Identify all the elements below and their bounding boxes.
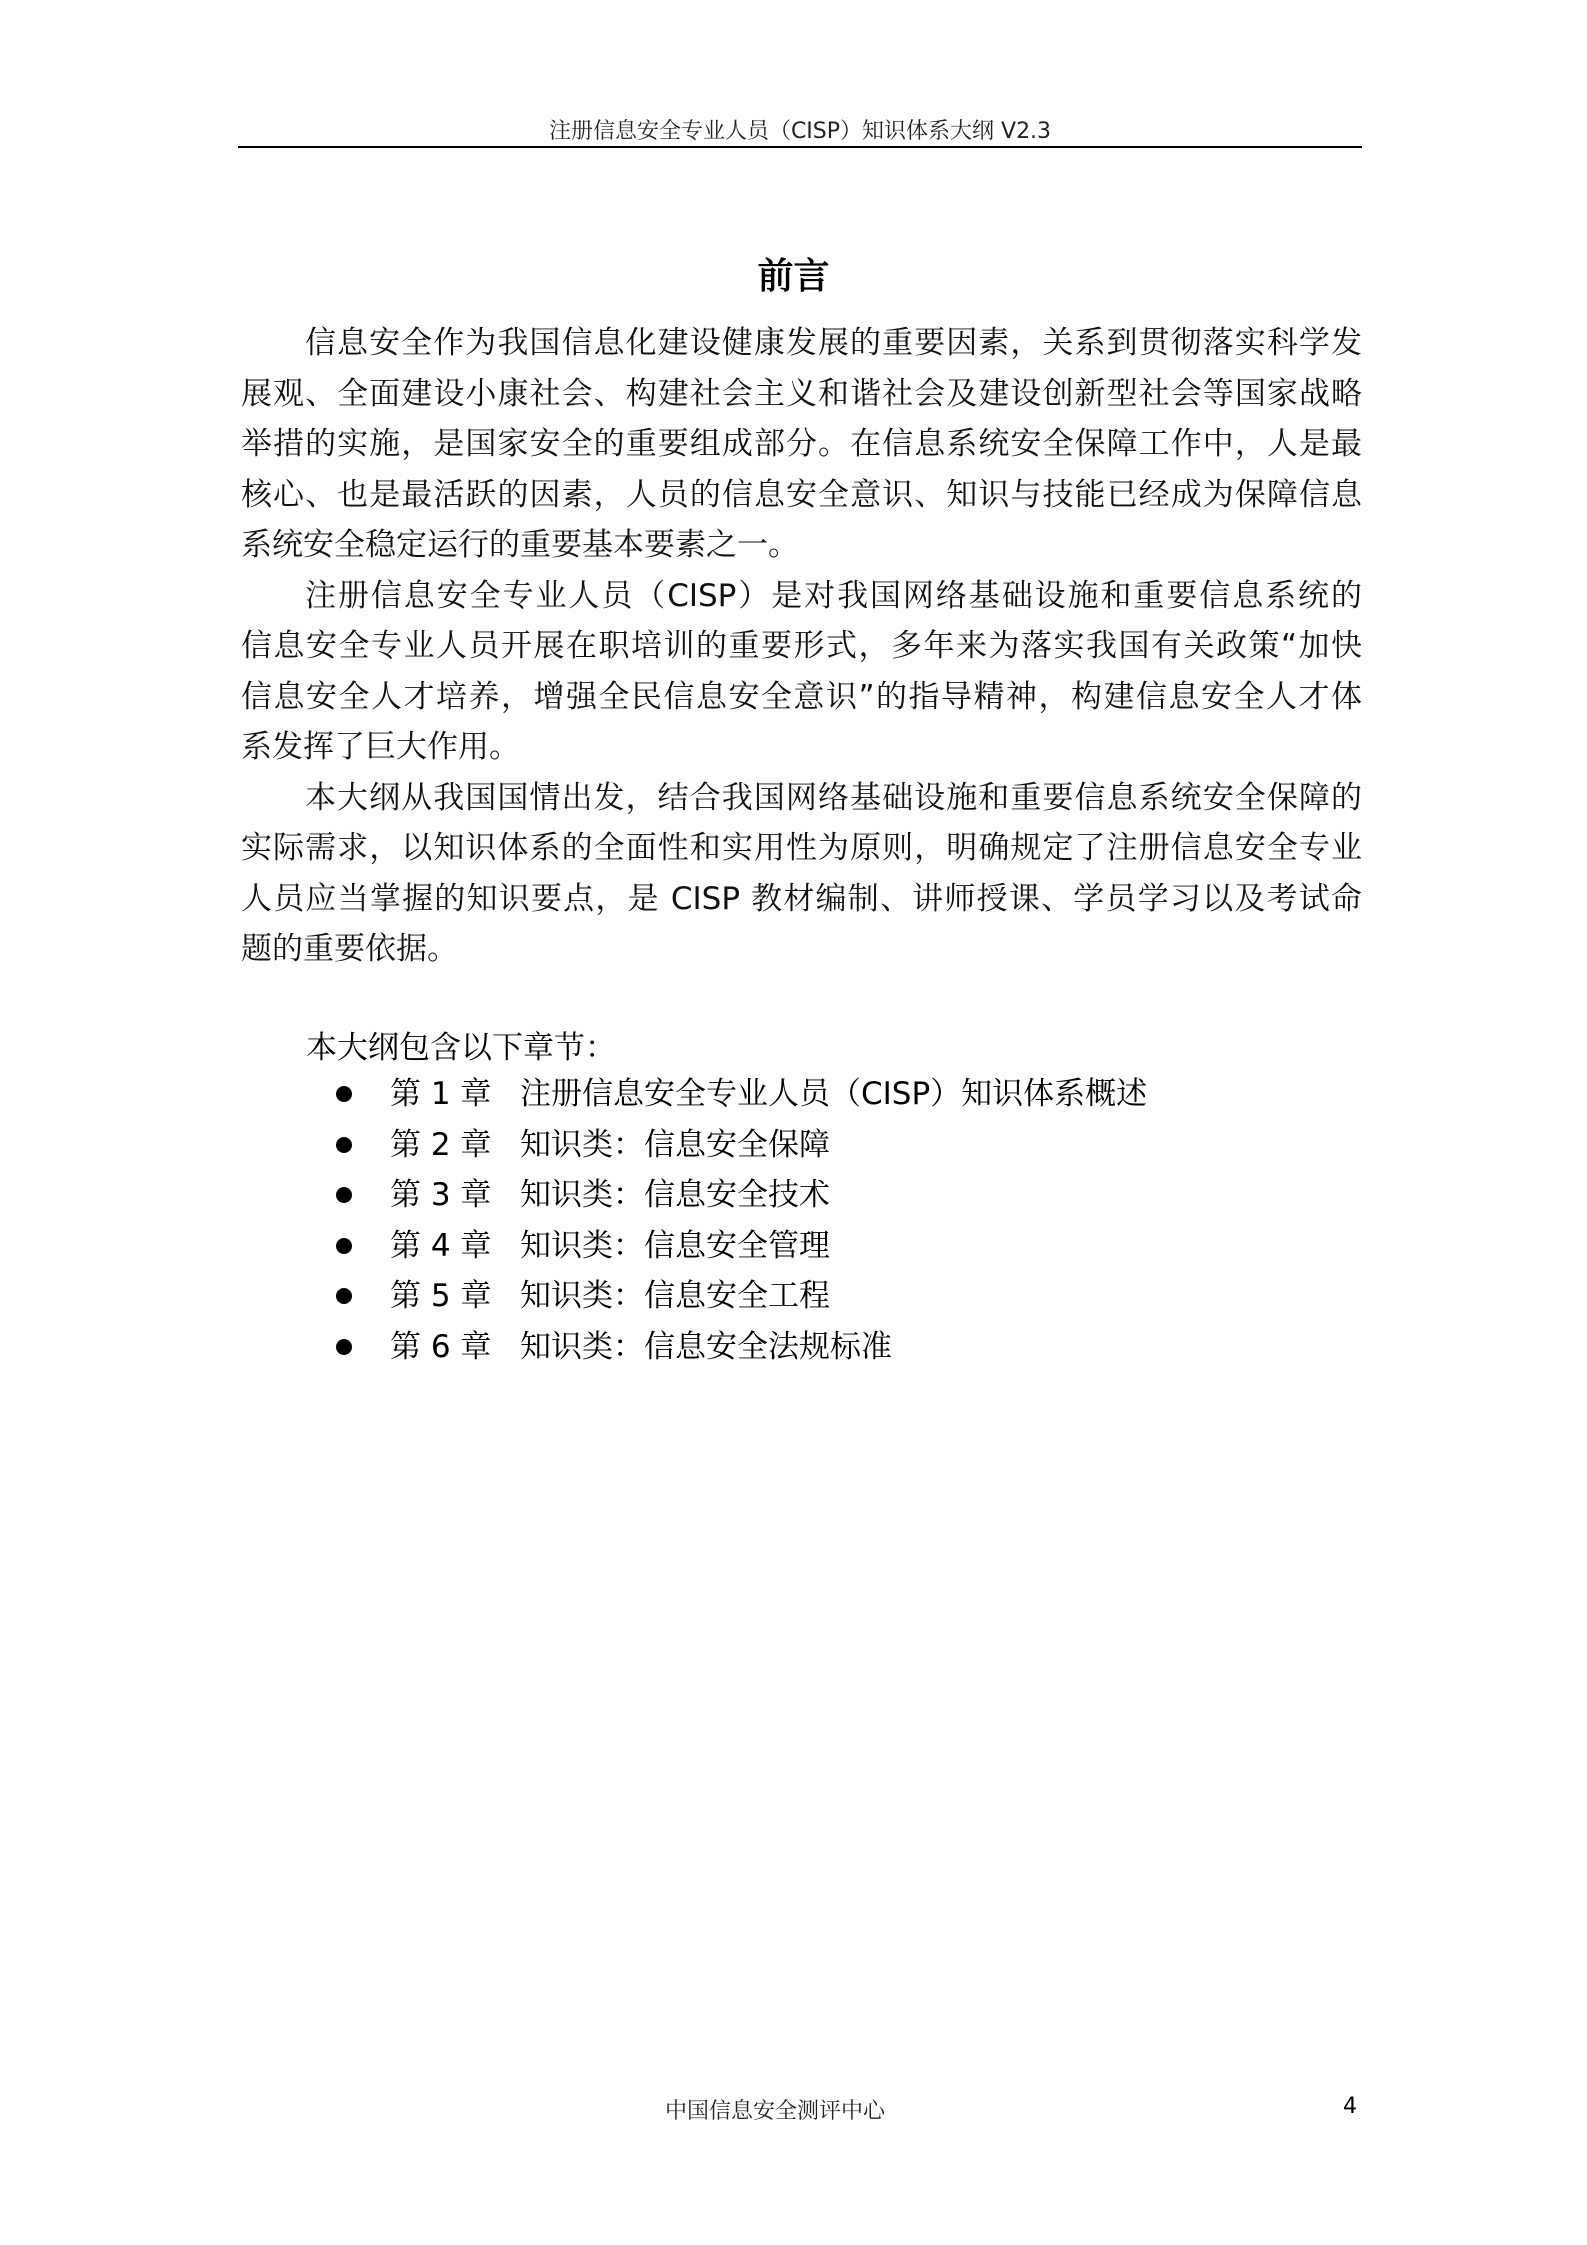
bullet-icon: [336, 1187, 352, 1203]
chapter-title: 知识类：信息安全管理: [520, 1227, 830, 1264]
text-line: 人员应当掌握的知识要点，是 CISP 教材编制、讲师授课、学员学习以及考试命: [241, 880, 1362, 917]
chapter-title: 注册信息安全专业人员（CISP）知识体系概述: [520, 1076, 1148, 1112]
page-header: 注册信息安全专业人员（CISP）知识体系大纲 V2.3: [548, 119, 1052, 144]
chapter-item: [336, 1069, 1147, 1120]
chapter-item: [336, 1322, 1147, 1373]
chapter-title: 知识类：信息安全工程: [520, 1278, 830, 1314]
chapter-title: 知识类：信息安全技术: [520, 1177, 830, 1213]
chapter-number: 第 3 章: [390, 1177, 492, 1213]
page-number: 4: [1343, 2094, 1357, 2119]
text-line: 本大纲从我国国情出发，结合我国网络基础设施和重要信息系统安全保障的: [305, 779, 1362, 816]
chapter-number: 第 2 章: [390, 1126, 492, 1163]
text-line: 信息安全人才培养，增强全民信息安全意识”的指导精神，构建信息安全人才体: [241, 678, 1362, 715]
text-line: 展观、全面建设小康社会、构建社会主义和谐社会及建设创新型社会等国家战略: [241, 375, 1362, 412]
paragraph: [241, 318, 1362, 571]
chapter-item: [336, 1221, 1147, 1272]
page-title: 前言: [757, 256, 830, 297]
chapter-item: [336, 1170, 1147, 1221]
preface-body: [241, 318, 1362, 975]
bullet-icon: [336, 1238, 352, 1254]
text-line: 核心、也是最活跃的因素，人员的信息安全意识、知识与技能已经成为保障信息: [241, 476, 1362, 513]
bullet-icon: [336, 1339, 352, 1355]
chapter-title: 知识类：信息安全法规标准: [520, 1328, 892, 1365]
chapter-number: 第 4 章: [390, 1227, 492, 1264]
footer-org: 中国信息安全测评中心: [664, 2099, 885, 2124]
paragraph: [241, 773, 1362, 975]
toc-intro: 本大纲包含以下章节：: [306, 1030, 616, 1066]
text-line: 实际需求，以知识体系的全面性和实用性为原则，明确规定了注册信息安全专业: [241, 830, 1362, 866]
text-line: 系发挥了巨大作用。: [241, 729, 520, 765]
bullet-icon: [336, 1137, 352, 1153]
text-line: 信息安全专业人员开展在职培训的重要形式，多年来为落实我国有关政策“加快: [241, 628, 1362, 664]
chapter-number: 第 6 章: [390, 1328, 492, 1365]
bullet-icon: [336, 1086, 352, 1102]
header-divider: [238, 146, 1362, 148]
text-line: 举措的实施，是国家安全的重要组成部分。在信息系统安全保障工作中，人是最: [241, 426, 1362, 462]
chapter-number: 第 1 章: [390, 1076, 492, 1112]
paragraph: [241, 571, 1362, 773]
text-line: 题的重要依据。: [241, 931, 458, 967]
chapter-list: [336, 1069, 1147, 1372]
bullet-icon: [336, 1288, 352, 1304]
chapter-item: [336, 1271, 1147, 1322]
text-line: 注册信息安全专业人员（CISP）是对我国网络基础设施和重要信息系统的: [305, 577, 1362, 614]
chapter-number: 第 5 章: [390, 1278, 492, 1314]
text-line: 系统安全稳定运行的重要基本要素之一。: [241, 527, 799, 563]
chapter-item: [336, 1120, 1147, 1171]
chapter-title: 知识类：信息安全保障: [520, 1126, 830, 1163]
text-line: 信息安全作为我国信息化建设健康发展的重要因素，关系到贯彻落实科学发: [305, 325, 1362, 361]
